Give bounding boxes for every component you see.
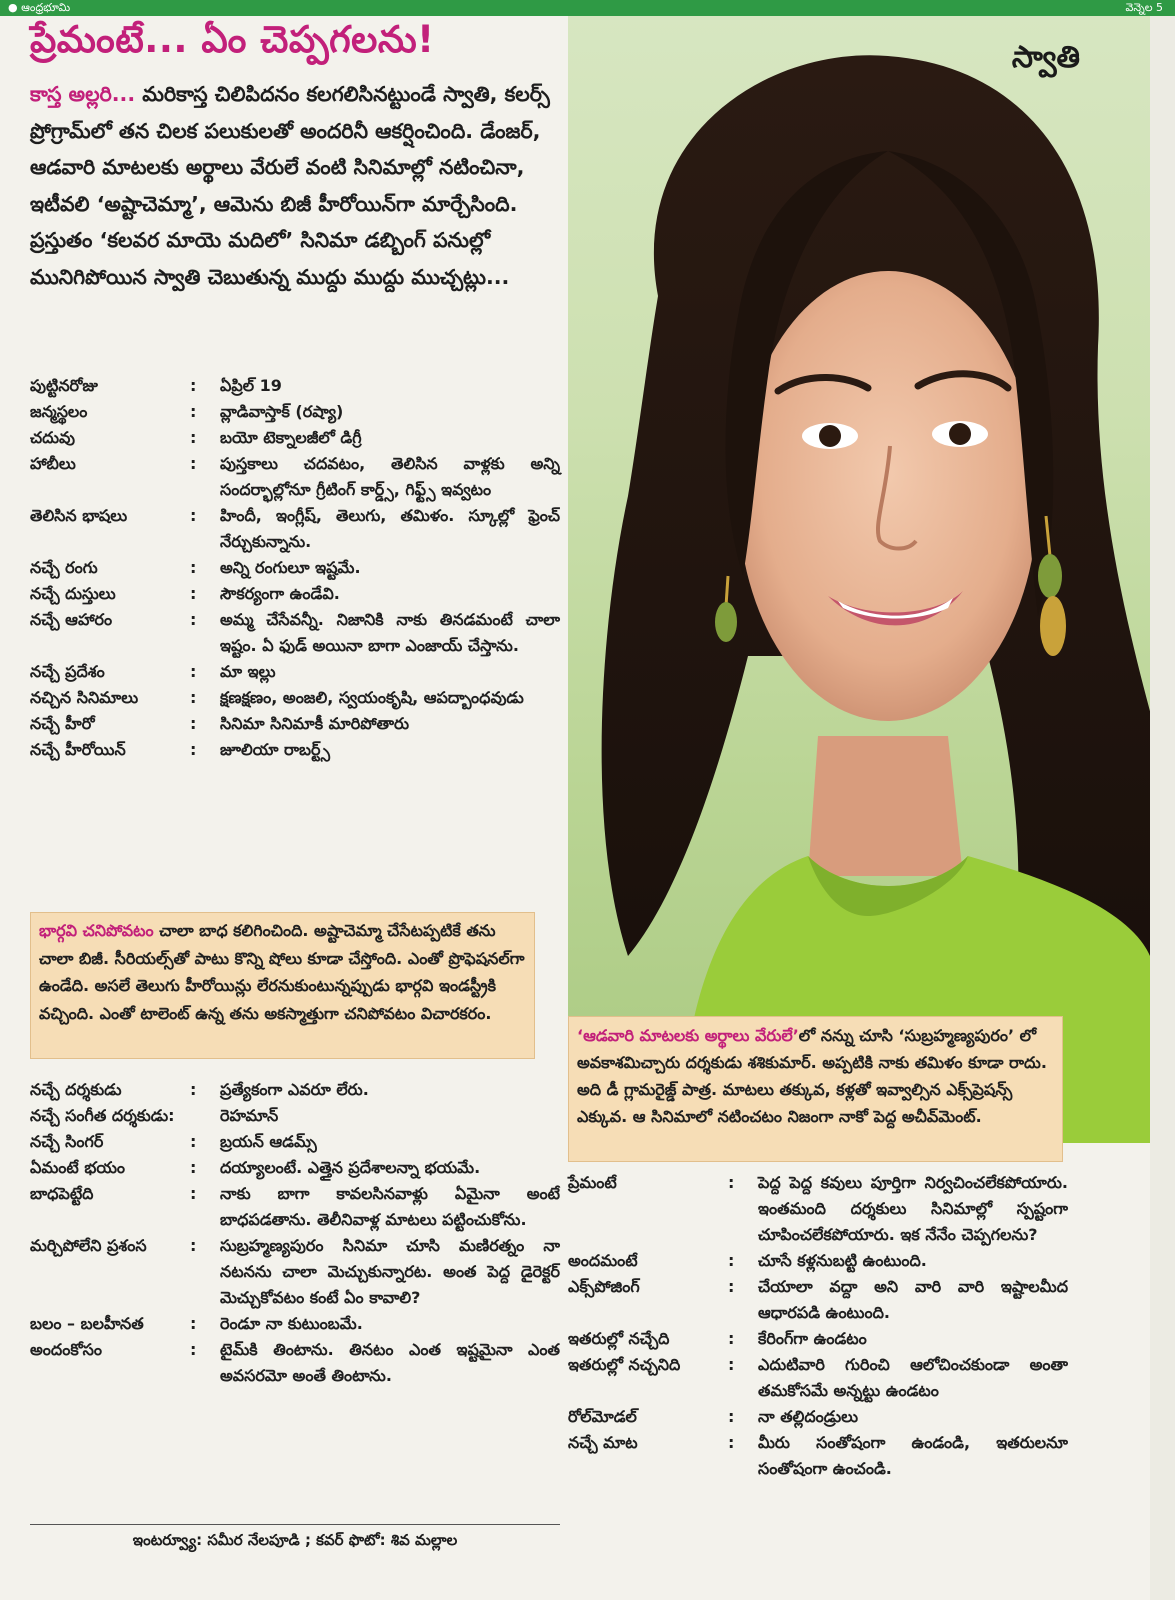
- article-intro: [30, 76, 558, 295]
- detail-separator: :: [728, 1407, 735, 1426]
- detail-value: టైమ్‌కి తింటాను. తినటం ఎంత ఇష్టమైనా ఎంత అవసరమో అంతే తింటాను.: [220, 1340, 560, 1385]
- detail-label: నచ్చే ప్రదేశం: [30, 662, 105, 681]
- detail-value: మా ఇల్లు: [220, 662, 276, 681]
- detail-separator: :: [190, 1340, 197, 1359]
- detail-separator: :: [728, 1277, 735, 1296]
- detail-value: కేరింగ్‌గా ఉండటం: [758, 1329, 867, 1348]
- detail-row: [30, 607, 560, 659]
- detail-separator: :: [190, 1132, 197, 1151]
- box-left-highlight: భార్గవి చనిపోవటం: [39, 921, 154, 940]
- detail-label: నచ్చే సింగర్: [30, 1132, 104, 1151]
- box-right-highlight: ‘ఆడవారి మాటలకు అర్థాలు వేరులే’: [577, 1026, 799, 1045]
- detail-label: తెలిసిన భాషలు: [30, 506, 128, 525]
- detail-separator: :: [728, 1433, 735, 1452]
- detail-value: బయో టెక్నాలజీలో డిగ్రీ: [220, 428, 362, 447]
- detail-separator: :: [190, 506, 197, 525]
- box-left-text: చాలా బాధ కలిగించింది. అష్టాచెమ్మా చేసేటప్పటికే తను చాలా బిజీ. సీరియల్స్‌తో పాటు కొన్ని షోలు కూడా చేస్తోంది. ఎంతో ప్రొఫెషనల్‌గా ఉండేది. అసలే తెలుగు హీరోయిన్లు లేరనుకుంటున్నప్పుడు భార్గవి ఇండస్ట్రీకి వచ్చింది. ఎంతో టాలెంట్ ఉన్న తను అకస్మాత్తుగా చనిపోవటం విచారకరం.: [39, 921, 525, 1023]
- detail-value: క్షణక్షణం, అంజలి, స్వయంకృషి, ఆపద్బాంధవుడు: [220, 688, 524, 707]
- detail-label: ప్రేమంటే: [568, 1173, 617, 1192]
- detail-label: నచ్చే దుస్తులు: [30, 584, 116, 603]
- detail-separator: :: [190, 454, 197, 473]
- detail-row: [30, 451, 560, 503]
- detail-value: అన్ని రంగులూ ఇష్టమే.: [220, 558, 361, 577]
- photo-name: స్వాతి: [1011, 40, 1080, 75]
- details-list-3: [568, 1170, 1068, 1482]
- detail-value: దయ్యాలంటే. ఎత్తైన ప్రదేశాలన్నా భయమే.: [220, 1158, 481, 1177]
- detail-separator: :: [190, 740, 197, 759]
- detail-label: నచ్చే సంగీత దర్శకుడు:: [30, 1106, 175, 1125]
- detail-label: మర్చిపోలేని ప్రశంస: [30, 1236, 147, 1255]
- detail-value: ఏప్రిల్ 19: [220, 376, 282, 395]
- detail-label: నచ్చే రంగు: [30, 558, 98, 577]
- detail-value: చూసే కళ్లనుబట్టి ఉంటుంది.: [758, 1251, 927, 1270]
- detail-value: జూలియా రాబర్ట్స్: [220, 740, 331, 759]
- detail-label: హాబీలు: [30, 454, 76, 473]
- detail-value: మీరు సంతోషంగా ఉండండి, ఇతరులనూ సంతోషంగా ఉంచండి.: [758, 1433, 1068, 1478]
- article-title: ప్రేమంటే... ఏం చెప్పగలను!: [30, 18, 435, 61]
- detail-separator: :: [190, 1184, 197, 1203]
- detail-label: నచ్చే మాట: [568, 1433, 638, 1452]
- detail-value: ప్రత్యేకంగా ఎవరూ లేరు.: [220, 1080, 369, 1099]
- detail-label: బాధపెట్టేది: [30, 1184, 94, 1203]
- detail-row: [30, 1181, 560, 1233]
- intro-text: మరికాస్త చిలిపిదనం కలగలిసినట్టుండే స్వాతి, కలర్స్ ప్రోగ్రామ్‌లో తన చిలక పలుకులతో అందరినీ ఆకర్షించింది. డేంజర్, ఆడవారి మాటలకు అర్థాలు వేరులే వంటి సినిమాల్లో నటించినా, ఇటీవలి ‘అష్టాచెమ్మా’, ఆమెను బిజీ హీరోయిన్‌గా మార్చేసింది. ప్రస్తుతం ‘కలవర మాయె మదిలో’ సినిమా డబ్బింగ్ పనుల్లో మునిగిపోయిన స్వాతి చెబుతున్న ముద్దు ముద్దు ముచ్చట్లు...: [30, 82, 550, 289]
- detail-row: [568, 1430, 1068, 1482]
- detail-row: [30, 1103, 560, 1129]
- detail-row: [30, 659, 560, 685]
- detail-value: నాకు బాగా కావలసినవాళ్లు ఏమైనా అంటే బాధపడతాను. తెలీనివాళ్ల మాటలు పట్టించుకోను.: [220, 1184, 560, 1229]
- detail-label: ఇతరుల్లో నచ్చనిది: [568, 1355, 681, 1374]
- detail-row: [30, 1077, 560, 1103]
- detail-value: ఎదుటివారి గురించి ఆలోచించకుండా అంతా తమకోసమే అన్నట్టు ఉండటం: [758, 1355, 1068, 1400]
- detail-separator: :: [190, 584, 197, 603]
- detail-row: [30, 1337, 560, 1389]
- detail-value: సౌకర్యంగా ఉండేవి.: [220, 584, 340, 603]
- detail-separator: :: [190, 402, 197, 421]
- detail-row: [568, 1404, 1068, 1430]
- detail-label: అందమంటే: [568, 1251, 638, 1270]
- detail-row: [568, 1248, 1068, 1274]
- detail-separator: [190, 1103, 220, 1129]
- detail-label: నచ్చే హీరోయిన్: [30, 740, 126, 759]
- details-list-2: [30, 1077, 560, 1389]
- detail-separator: :: [190, 1236, 197, 1255]
- detail-label: నచ్చే హీరో: [30, 714, 95, 733]
- detail-separator: :: [190, 688, 197, 707]
- intro-highlight: కాస్త అల్లరి...: [30, 82, 136, 106]
- detail-value: హిందీ, ఇంగ్లీష్, తెలుగు, తమిళం. స్కూల్లో ఫ్రెంచ్ నేర్చుకున్నాను.: [220, 506, 560, 551]
- subramanyapuram-box: [568, 1016, 1063, 1162]
- article-credit: ఇంటర్వ్యూ: సమీర నేలపూడి ; కవర్ ఫొటో: శివ మల్లాల: [30, 1524, 560, 1553]
- detail-row: [30, 503, 560, 555]
- detail-separator: :: [728, 1173, 735, 1192]
- detail-separator: :: [728, 1329, 735, 1348]
- detail-value: వ్లాడివాస్తాక్ (రష్యా): [220, 402, 344, 421]
- detail-label: నచ్చే దర్శకుడు: [30, 1080, 122, 1099]
- detail-value: చేయాలా వద్దా అని వారి వారి ఇష్టాలమీద ఆధారపడి ఉంటుంది.: [758, 1277, 1068, 1322]
- detail-separator: :: [190, 1080, 197, 1099]
- detail-separator: :: [728, 1251, 735, 1270]
- portrait-illustration: [568, 16, 1150, 1143]
- header-left: ● ఆంధ్రభూమి: [8, 1, 71, 14]
- detail-label: నచ్చే ఆహారం: [30, 610, 113, 629]
- detail-row: [30, 711, 560, 737]
- detail-separator: :: [728, 1355, 735, 1374]
- bhargavi-box: [30, 912, 535, 1059]
- detail-row: [30, 581, 560, 607]
- detail-row: [30, 1129, 560, 1155]
- detail-label: ఎక్స్‌పోజింగ్: [568, 1277, 640, 1296]
- detail-separator: :: [190, 1314, 197, 1333]
- detail-row: [30, 685, 560, 711]
- details-list-1: [30, 373, 560, 763]
- detail-row: [30, 737, 560, 763]
- detail-label: బలం – బలహీనత: [30, 1314, 144, 1333]
- detail-row: [30, 1311, 560, 1337]
- detail-row: [568, 1274, 1068, 1326]
- detail-row: [568, 1170, 1068, 1248]
- detail-label: చదువు: [30, 428, 75, 447]
- cover-photo: [568, 16, 1150, 1143]
- detail-value: బ్రయన్ ఆడమ్స్: [220, 1132, 317, 1151]
- header-right: వెన్నెల 5: [1125, 1, 1163, 14]
- detail-value: సుబ్రహ్మణ్యపురం సినిమా చూసి మణిరత్నం నా నటనను చాలా మెచ్చుకున్నారట. అంత పెద్ద డైరెక్టర్ మెచ్చుకోవటం కంటే ఏం కావాలి?: [220, 1236, 560, 1307]
- detail-row: [568, 1326, 1068, 1352]
- detail-row: [30, 373, 560, 399]
- detail-label: జన్మస్థలం: [30, 402, 88, 421]
- detail-row: [30, 1155, 560, 1181]
- detail-value: సినిమా సినిమాకీ మారిపోతారు: [220, 714, 410, 733]
- detail-separator: :: [190, 376, 197, 395]
- detail-row: [30, 555, 560, 581]
- detail-separator: :: [190, 1158, 197, 1177]
- header-bar: [0, 0, 1175, 16]
- detail-value: రెహమాన్: [220, 1106, 279, 1125]
- detail-label: నచ్చిన సినిమాలు: [30, 688, 139, 707]
- detail-label: ఏమంటే భయం: [30, 1158, 126, 1177]
- box-right-text: లో నన్ను చూసి ‘సుబ్రహ్మణ్యపురం’ లో అవకాశమిచ్చారు దర్శకుడు శశికుమార్. అప్పటికి నాకు తమిళం కూడా రాదు. అది డీ గ్లామరైజ్డ్ పాత్ర. మాటలు తక్కువ, కళ్లతో ఇవ్వాల్సిన ఎక్స్‌ప్రెషన్స్ ఎక్కువ. ఆ సినిమాలో నటించటం నిజంగా నాకో పెద్ద అచీవ్‌మెంట్.: [577, 1026, 1047, 1126]
- detail-label: రోల్‌మోడల్: [568, 1407, 637, 1426]
- detail-row: [30, 399, 560, 425]
- detail-label: పుట్టినరోజు: [30, 376, 98, 395]
- detail-row: [30, 425, 560, 451]
- detail-value: అమ్మ చేసేవన్నీ. నిజానికి నాకు తినడమంటే చాలా ఇష్టం. ఏ ఫుడ్ అయినా బాగా ఎంజాయ్ చేస్తాను.: [220, 610, 560, 655]
- detail-label: అందంకోసం: [30, 1340, 103, 1359]
- detail-value: నా తల్లిదండ్రులు: [758, 1407, 859, 1426]
- detail-separator: :: [190, 428, 197, 447]
- detail-row: [568, 1352, 1068, 1404]
- detail-separator: :: [190, 558, 197, 577]
- detail-separator: :: [190, 662, 197, 681]
- detail-value: రెండూ నా కుటుంబమే.: [220, 1314, 363, 1333]
- detail-value: పెద్ద పెద్ద కవులు పూర్తిగా నిర్వచించలేకపోయారు. ఇంతమంది దర్శకులు సినిమాల్లో స్పష్టంగా చూపించలేకపోయారు. ఇక నేనేం చెప్పగలను?: [758, 1173, 1068, 1244]
- detail-label: ఇతరుల్లో నచ్చేది: [568, 1329, 670, 1348]
- detail-value: పుస్తకాలు చదవటం, తెలిసిన వాళ్లకు అన్ని సందర్భాల్లోనూ గ్రీటింగ్ కార్డ్స్, గిఫ్ట్స్ ఇవ్వటం: [220, 454, 560, 499]
- detail-separator: :: [190, 610, 197, 629]
- detail-separator: :: [190, 714, 197, 733]
- detail-row: [30, 1233, 560, 1311]
